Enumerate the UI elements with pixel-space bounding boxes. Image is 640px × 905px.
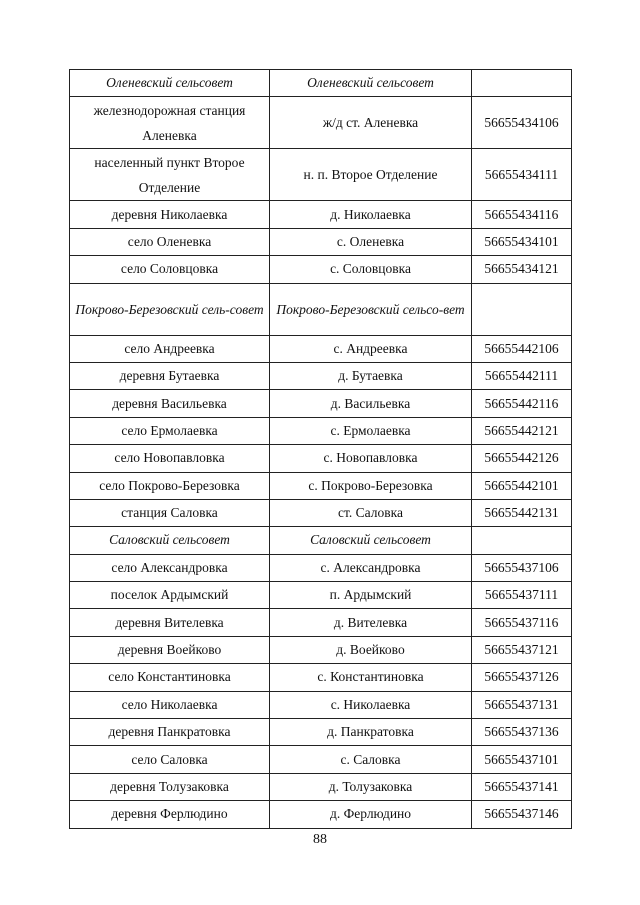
short-name-cell: д. Ферлюдино <box>270 801 472 828</box>
settlements-table <box>69 69 572 829</box>
full-name-cell: деревня Вителевка <box>70 609 270 636</box>
short-name-cell: с. Николаевка <box>270 691 472 718</box>
code-cell: 56655437121 <box>472 636 572 663</box>
code-cell: 56655437101 <box>472 746 572 773</box>
short-name-cell: с. Покрово-Березовка <box>270 472 472 499</box>
short-name-cell: п. Ардымский <box>270 582 472 609</box>
table-row <box>70 228 572 255</box>
full-name-cell: село Ермолаевка <box>70 417 270 444</box>
full-name-cell: село Оленевка <box>70 228 270 255</box>
short-name-cell: с. Ермолаевка <box>270 417 472 444</box>
full-name-cell: деревня Васильевка <box>70 390 270 417</box>
table-row <box>70 445 572 472</box>
code-cell: 56655442106 <box>472 335 572 362</box>
short-name-cell: с. Андреевка <box>270 335 472 362</box>
short-name-cell: д. Васильевка <box>270 390 472 417</box>
full-name-cell: село Андреевка <box>70 335 270 362</box>
table-row <box>70 691 572 718</box>
full-name-cell: деревня Николаевка <box>70 201 270 228</box>
full-name-cell: Покрово-Березовский сель-совет <box>70 283 270 335</box>
table-row <box>70 472 572 499</box>
full-name-cell: Оленевский сельсовет <box>70 70 270 97</box>
short-name-cell: Оленевский сельсовет <box>270 70 472 97</box>
table-row <box>70 149 572 201</box>
code-cell: 56655437136 <box>472 719 572 746</box>
short-name-cell: д. Вителевка <box>270 609 472 636</box>
code-cell: 56655434101 <box>472 228 572 255</box>
table-row <box>70 362 572 389</box>
short-name-cell: ж/д ст. Аленевка <box>270 97 472 149</box>
full-name-cell: село Константиновка <box>70 664 270 691</box>
table-row <box>70 636 572 663</box>
code-cell <box>472 70 572 97</box>
full-name-cell: населенный пункт Второе Отделение <box>70 149 270 201</box>
code-cell: 56655442111 <box>472 362 572 389</box>
code-cell: 56655434106 <box>472 97 572 149</box>
short-name-cell: Саловский сельсовет <box>270 527 472 554</box>
code-cell <box>472 527 572 554</box>
code-cell <box>472 283 572 335</box>
table-row <box>70 256 572 283</box>
full-name-cell: деревня Панкратовка <box>70 719 270 746</box>
short-name-cell: с. Александровка <box>270 554 472 581</box>
code-cell: 56655437111 <box>472 582 572 609</box>
short-name-cell: д. Толузаковка <box>270 773 472 800</box>
short-name-cell: д. Панкратовка <box>270 719 472 746</box>
code-cell: 56655437146 <box>472 801 572 828</box>
short-name-cell: д. Николаевка <box>270 201 472 228</box>
code-cell: 56655434121 <box>472 256 572 283</box>
table-row <box>70 582 572 609</box>
short-name-cell: с. Соловцовка <box>270 256 472 283</box>
table-row <box>70 283 572 335</box>
code-cell: 56655437126 <box>472 664 572 691</box>
short-name-cell: д. Воейково <box>270 636 472 663</box>
code-cell: 56655442131 <box>472 499 572 526</box>
code-cell: 56655437116 <box>472 609 572 636</box>
full-name-cell: деревня Бутаевка <box>70 362 270 389</box>
code-cell: 56655434116 <box>472 201 572 228</box>
full-name-cell: село Соловцовка <box>70 256 270 283</box>
code-cell: 56655437106 <box>472 554 572 581</box>
table-row <box>70 609 572 636</box>
table-row <box>70 417 572 444</box>
full-name-cell: деревня Воейково <box>70 636 270 663</box>
table-row <box>70 499 572 526</box>
full-name-cell: село Покрово-Березовка <box>70 472 270 499</box>
table-row <box>70 746 572 773</box>
table-body <box>70 70 572 829</box>
full-name-cell: село Новопавловка <box>70 445 270 472</box>
short-name-cell: с. Константиновка <box>270 664 472 691</box>
full-name-cell: деревня Толузаковка <box>70 773 270 800</box>
table-row <box>70 719 572 746</box>
short-name-cell: с. Новопавловка <box>270 445 472 472</box>
table-row <box>70 390 572 417</box>
full-name-cell: село Александровка <box>70 554 270 581</box>
table-row <box>70 801 572 828</box>
short-name-cell: с. Оленевка <box>270 228 472 255</box>
table-row <box>70 201 572 228</box>
short-name-cell: н. п. Второе Отделение <box>270 149 472 201</box>
short-name-cell: д. Бутаевка <box>270 362 472 389</box>
full-name-cell: железнодорожная станция Аленевка <box>70 97 270 149</box>
short-name-cell: Покрово-Березовский сельсо-вет <box>270 283 472 335</box>
code-cell: 56655442116 <box>472 390 572 417</box>
full-name-cell: село Саловка <box>70 746 270 773</box>
code-cell: 56655442101 <box>472 472 572 499</box>
code-cell: 56655434111 <box>472 149 572 201</box>
page-number: 88 <box>313 832 327 847</box>
code-cell: 56655442121 <box>472 417 572 444</box>
table-row <box>70 554 572 581</box>
short-name-cell: ст. Саловка <box>270 499 472 526</box>
table-row <box>70 664 572 691</box>
full-name-cell: станция Саловка <box>70 499 270 526</box>
full-name-cell: поселок Ардымский <box>70 582 270 609</box>
table-row <box>70 527 572 554</box>
short-name-cell: с. Саловка <box>270 746 472 773</box>
table-row <box>70 773 572 800</box>
full-name-cell: Саловский сельсовет <box>70 527 270 554</box>
table-row <box>70 335 572 362</box>
code-cell: 56655442126 <box>472 445 572 472</box>
code-cell: 56655437131 <box>472 691 572 718</box>
full-name-cell: деревня Ферлюдино <box>70 801 270 828</box>
table-row <box>70 70 572 97</box>
full-name-cell: село Николаевка <box>70 691 270 718</box>
table-row <box>70 97 572 149</box>
code-cell: 56655437141 <box>472 773 572 800</box>
